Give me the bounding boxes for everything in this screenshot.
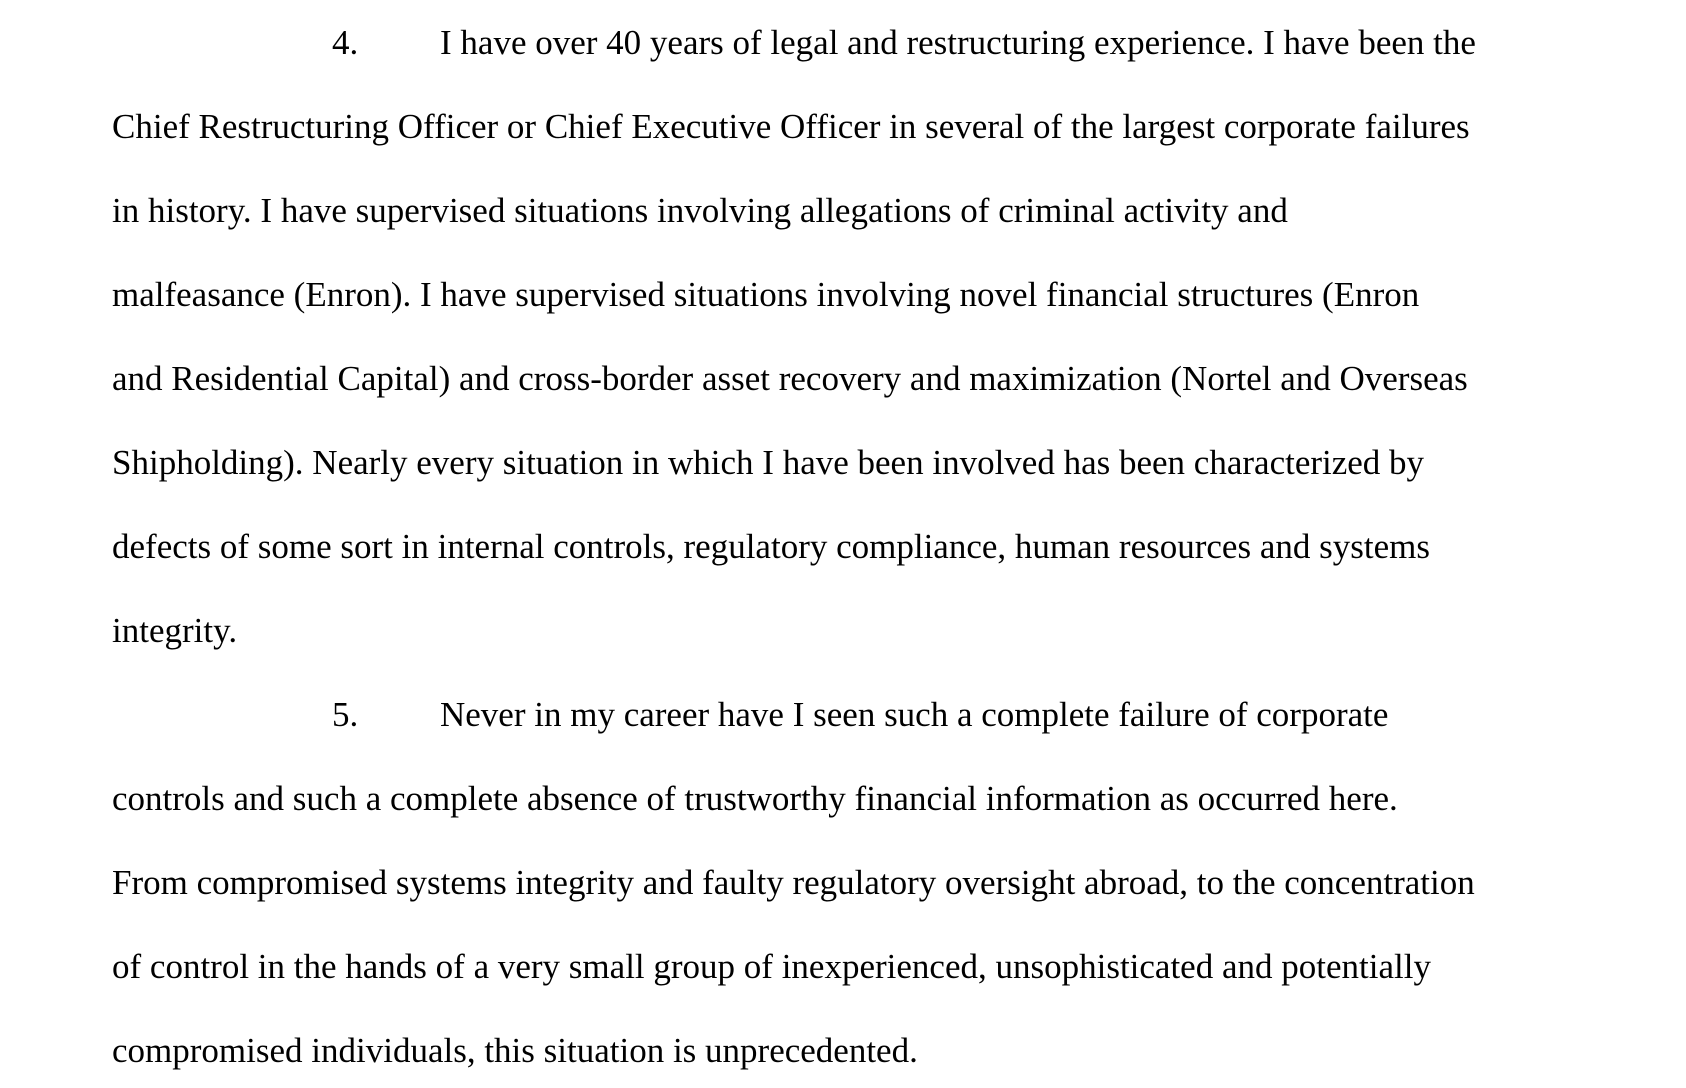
paragraph-line: Shipholding). Nearly every situation in which I have been involved has been characterized by bbox=[112, 443, 1425, 482]
paragraph-line: malfeasance (Enron). I have supervised situations involving novel financial structures (Enron bbox=[112, 275, 1420, 314]
paragraph-line: compromised individuals, this situation is unprecedented. bbox=[112, 1031, 918, 1070]
paragraph-line: defects of some sort in internal controls, regulatory compliance, human resources and systems bbox=[112, 527, 1430, 566]
paragraph-line: Chief Restructuring Officer or Chief Executive Officer in several of the largest corporate failures bbox=[112, 107, 1470, 146]
paragraph-line: of control in the hands of a very small group of inexperienced, unsophisticated and potentially bbox=[112, 947, 1431, 986]
paragraph-line: and Residential Capital) and cross-border asset recovery and maximization (Nortel and Overseas bbox=[112, 359, 1468, 398]
paragraph-line: From compromised systems integrity and faulty regulatory oversight abroad, to the concentration bbox=[112, 863, 1475, 902]
paragraph-line: Never in my career have I seen such a complete failure of corporate bbox=[440, 695, 1389, 734]
paragraph-line: I have over 40 years of legal and restructuring experience. I have been the bbox=[440, 23, 1476, 62]
paragraph-number: 4. bbox=[332, 23, 359, 62]
paragraph-number: 5. bbox=[332, 695, 359, 734]
paragraph-line: controls and such a complete absence of trustworthy financial information as occurred here. bbox=[112, 779, 1398, 818]
paragraph-line: integrity. bbox=[112, 611, 238, 650]
paragraph-line: in history. I have supervised situations involving allegations of criminal activity and bbox=[112, 191, 1288, 230]
